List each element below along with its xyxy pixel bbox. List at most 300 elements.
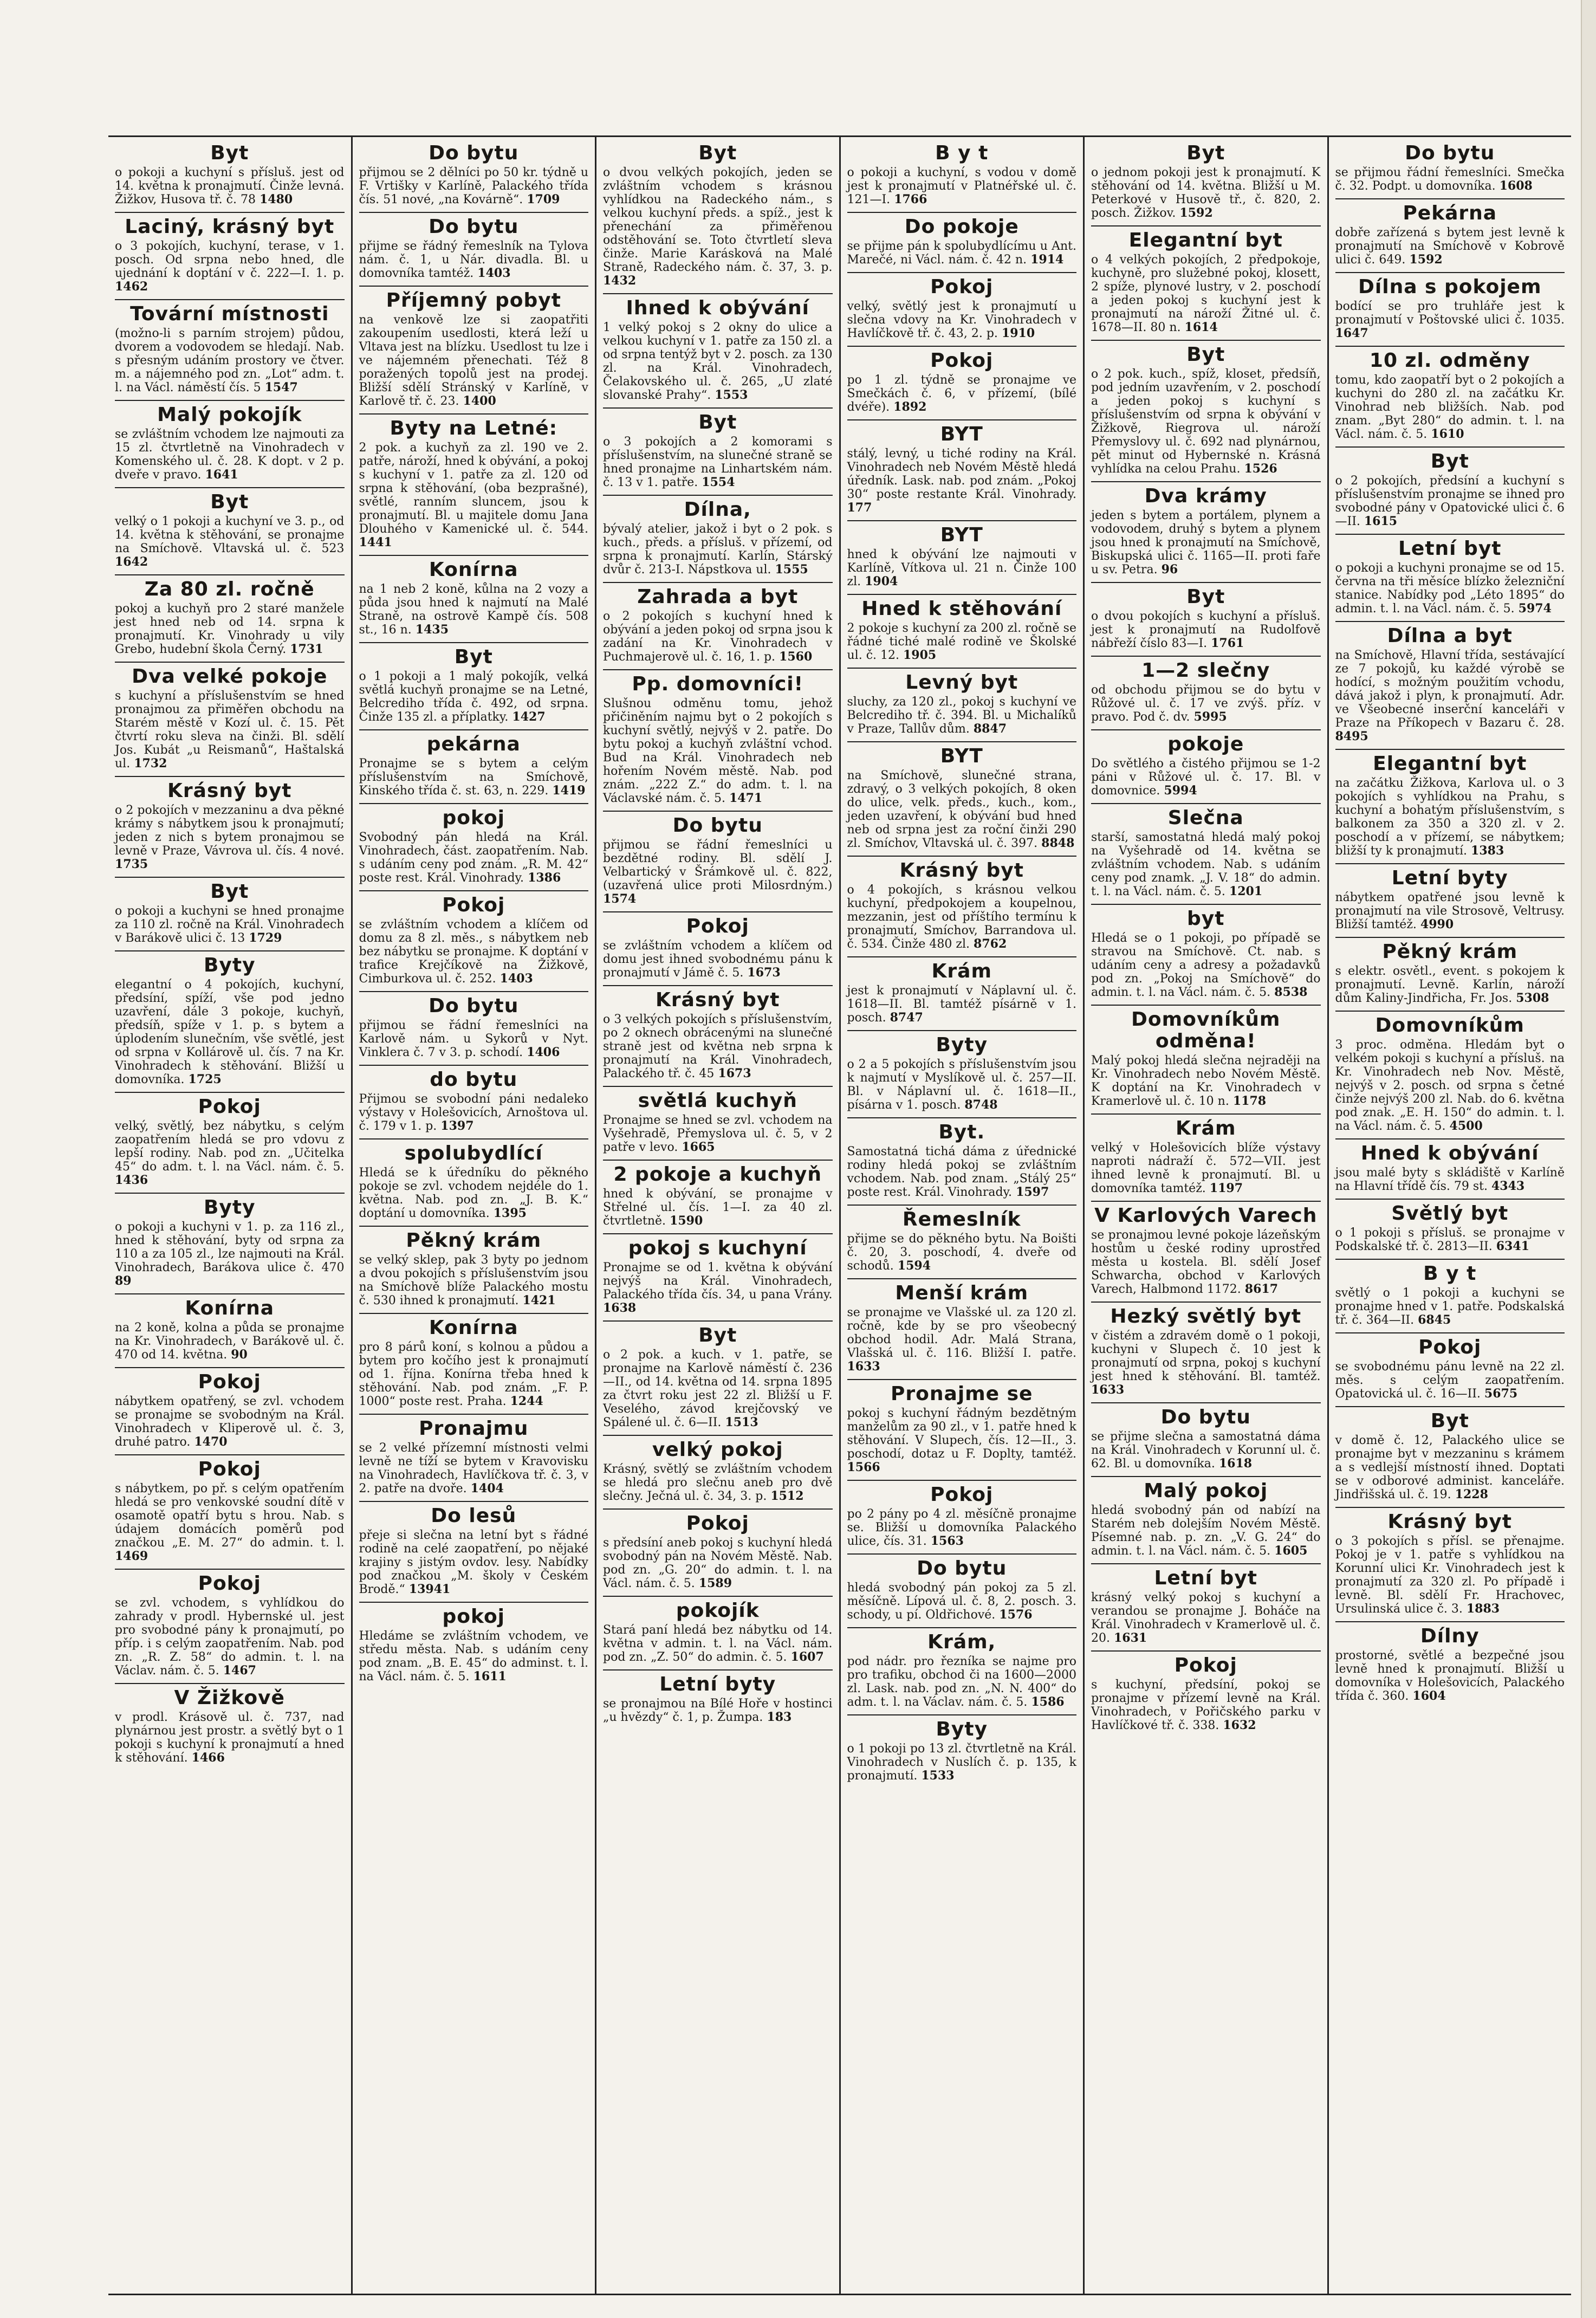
ad-reference-number: 89 bbox=[115, 1274, 132, 1288]
ad-title: Byt bbox=[698, 142, 737, 164]
ad-reference-number: 1436 bbox=[115, 1173, 148, 1187]
ad-title: pokojík bbox=[676, 1600, 760, 1622]
ad-title: 1—2 slečny bbox=[1141, 659, 1270, 682]
ad-body bbox=[115, 1482, 345, 1563]
ad-separator bbox=[1091, 1302, 1321, 1303]
ad-separator bbox=[847, 1480, 1077, 1481]
ad-body bbox=[847, 239, 1077, 267]
ad-title: Pokoj bbox=[198, 1458, 261, 1480]
ad-title: Byt bbox=[210, 142, 249, 164]
ad-title: velký pokoj bbox=[652, 1439, 783, 1461]
ad-title: BYT bbox=[940, 423, 983, 445]
ad-body bbox=[1091, 683, 1321, 724]
ad-separator bbox=[359, 729, 589, 730]
ad-separator bbox=[1335, 937, 1565, 938]
classified-ad bbox=[1335, 276, 1565, 340]
ad-text: o 2 pokojích, předsíní a kuchyní s příslušenstvím pronajme se ihned pro svobodné pány v Opatovické ulici č. 6 —II. bbox=[1335, 474, 1565, 528]
ad-title: Dílny bbox=[1420, 1625, 1480, 1647]
ad-text: o pokoji a kuchyní, s vodou v domě jest k pronajmutí v Platnéřské ul. č. 121—I. bbox=[847, 166, 1076, 206]
ad-body bbox=[359, 757, 589, 798]
ad-body bbox=[1335, 964, 1565, 1005]
ad-text: Do světlého a čistého přijmou se 1-2 páni v Růžové ul. č. 17. Bl. v domovnice. bbox=[1091, 757, 1321, 798]
classified-ad bbox=[847, 216, 1077, 267]
ad-title: V Žižkově bbox=[174, 1687, 285, 1709]
classified-ad bbox=[1091, 1118, 1321, 1195]
ad-separator bbox=[847, 419, 1077, 420]
ad-separator bbox=[1335, 1199, 1565, 1200]
ad-text: hledá svobodný pán od nabízí na Starém neb dolejším Novém Městě. Písemné nab. p. zn. „V. G. 24“ do admin. t. l. na Václ. nám. č. 5. bbox=[1091, 1504, 1321, 1558]
classified-ad bbox=[359, 143, 589, 206]
ad-reference-number: 1554 bbox=[702, 475, 735, 489]
ad-reference-number: 8748 bbox=[964, 1098, 998, 1112]
ad-text: Pronajme se s bytem a celým příslušenstvím na Smíchově, Kinského třída č. st. 63, n. 229. bbox=[359, 757, 588, 798]
ad-reference-number: 4500 bbox=[1449, 1119, 1483, 1133]
ad-title: Slečna bbox=[1167, 807, 1244, 829]
classified-ad bbox=[847, 525, 1077, 588]
ad-body bbox=[1091, 931, 1321, 999]
ad-text: o dvou pokojích s kuchyní a přísluš. jest k pronajmutí na Rudolfově nábřeží číslo 83—I. bbox=[1091, 610, 1321, 650]
classified-ad bbox=[359, 734, 589, 798]
ad-reference-number: 1642 bbox=[115, 555, 148, 569]
ad-body bbox=[603, 321, 833, 402]
ad-reference-number: 6341 bbox=[1496, 1239, 1529, 1253]
ad-body bbox=[359, 670, 589, 724]
classified-ad bbox=[115, 1459, 345, 1563]
ad-text: se přijme slečna a samostatná dáma na Král. Vinohradech v Korunní ul. č. 62. Bl. u domovníka. bbox=[1091, 1430, 1321, 1471]
classified-ad bbox=[1335, 1015, 1565, 1133]
ad-reference-number: 1469 bbox=[115, 1549, 148, 1563]
classified-ad bbox=[115, 1371, 345, 1449]
ad-body bbox=[1335, 166, 1565, 193]
ad-separator bbox=[847, 1205, 1077, 1206]
ad-body bbox=[1335, 1226, 1565, 1253]
ad-body bbox=[603, 939, 833, 980]
ad-separator bbox=[1091, 656, 1321, 657]
classified-ad bbox=[603, 297, 833, 402]
classified-ad bbox=[847, 1283, 1077, 1374]
ad-title: pokoje bbox=[1167, 733, 1244, 755]
ad-text: jsou malé byty s skládiště v Karlíně na Hlavní třídě čís. 79 st. bbox=[1335, 1166, 1565, 1193]
classified-ad bbox=[847, 746, 1077, 850]
ad-title: BYT bbox=[940, 745, 983, 767]
ad-title: Byt bbox=[1430, 1410, 1469, 1432]
ad-body bbox=[1091, 509, 1321, 577]
ad-body bbox=[847, 1145, 1077, 1199]
ad-body bbox=[847, 1058, 1077, 1112]
ad-body bbox=[1091, 1141, 1321, 1195]
classified-ad bbox=[115, 881, 345, 945]
ad-body bbox=[359, 1253, 589, 1307]
classified-ad bbox=[359, 1069, 589, 1133]
ad-body bbox=[1335, 1166, 1565, 1193]
ad-separator bbox=[1091, 904, 1321, 905]
ad-separator bbox=[1335, 534, 1565, 535]
ad-title: Byt bbox=[1186, 586, 1225, 608]
ad-title: Pronajme se bbox=[891, 1383, 1033, 1405]
ad-separator bbox=[115, 487, 345, 488]
column-3 bbox=[596, 137, 841, 2294]
ad-text: světlý o 1 pokoji a kuchyni se pronajme hned v 1. patře. Podskalská tř. č. 364—II. bbox=[1335, 1286, 1565, 1327]
ad-reference-number: 1470 bbox=[194, 1435, 228, 1449]
ad-body bbox=[115, 978, 345, 1086]
ad-separator bbox=[603, 811, 833, 812]
ad-title: Krásný byt bbox=[656, 989, 780, 1011]
ad-title: B y t bbox=[935, 142, 989, 164]
ad-body bbox=[847, 695, 1077, 736]
classified-ad bbox=[1335, 1143, 1565, 1193]
ad-reference-number: 1480 bbox=[259, 192, 293, 206]
classified-ad bbox=[115, 303, 345, 394]
ad-body bbox=[115, 1395, 345, 1449]
ad-separator bbox=[847, 1117, 1077, 1118]
ad-reference-number: 1590 bbox=[670, 1214, 703, 1228]
classified-ad bbox=[1335, 1626, 1565, 1703]
ad-reference-number: 1615 bbox=[1364, 514, 1398, 528]
ad-separator bbox=[1335, 1332, 1565, 1333]
classified-ad bbox=[1335, 867, 1565, 931]
ad-title: Pěkný krám bbox=[406, 1229, 542, 1252]
ad-title: Dva velké pokoje bbox=[132, 665, 328, 688]
ad-title: Pěkný krám bbox=[1382, 941, 1518, 963]
classified-ad bbox=[603, 674, 833, 805]
ad-separator bbox=[1335, 1621, 1565, 1622]
ad-body bbox=[1335, 1434, 1565, 1501]
ad-separator bbox=[115, 400, 345, 401]
ad-text: s kuchyní, předsíní, pokoj se pronajme v přízemí levně na Král. Vinohradech, v Pořičského parku v Havlíčkové tř. č. 338. bbox=[1091, 1678, 1321, 1732]
ad-text: s nábytkem, po př. s celým opatřením hledá se pro venkovské soudní dítě v osamotě opatří bytu s hrou. Nab. s údajem domácích poměrů pod značkou „E. M. 27“ do admin. t. l. bbox=[115, 1482, 345, 1550]
ad-reference-number: 1618 bbox=[1218, 1456, 1253, 1471]
ad-body bbox=[1091, 253, 1321, 334]
ad-text: nábytkem opatřený, se zvl. vchodem se pronajme se svobodným na Král. Vinohradech v Kliperově ul. č. 3, druhé patro. bbox=[115, 1395, 345, 1449]
ad-title: Krásný byt bbox=[167, 780, 292, 802]
ad-separator bbox=[359, 1501, 589, 1502]
ad-body bbox=[847, 1232, 1077, 1273]
ad-text: velký, světlý jest k pronajmutí u slečna vdovy na Kr. Vinohradech v Havlíčkově tř. č. 43, 2. p. bbox=[847, 300, 1076, 340]
ad-title: Laciný, krásný byt bbox=[125, 216, 335, 238]
ad-text: se zvláštním vchodem a klíčem od domu za 8 zl. měs., s nábytkem neb bez nábytku se pronajme. K doptání v trafice Krejčíkově na Žižkově, Cimburkova ul. č. 252. bbox=[359, 918, 588, 986]
ad-reference-number: 8762 bbox=[974, 937, 1007, 951]
ad-text: Slušnou odměnu tomu, jehož přičiněním najmu byt o 2 pokojích s kuchyní světlý, nejvýš v 2. patře. Do bytu pokoj a kuchyň zvláštní vchod. Bud na Král. Vinohradech neb hořením Novém městě. Nab. pod znám. „222 Z.“ do adm. t. l. na Václavské nám. č. 5. bbox=[603, 697, 833, 805]
ad-reference-number: 5675 bbox=[1484, 1387, 1518, 1401]
ad-body bbox=[115, 515, 345, 569]
ad-reference-number: 8538 bbox=[1274, 985, 1308, 999]
classified-ad bbox=[603, 499, 833, 577]
ad-body bbox=[603, 522, 833, 577]
ad-body bbox=[847, 769, 1077, 850]
ad-text: o 1 pokoji s přísluš. se pronajme v Podskalské tř. č. 2813—II. bbox=[1335, 1226, 1565, 1253]
ad-title: spolubydlící bbox=[404, 1142, 543, 1164]
ad-text: hledá svobodný pán pokoj za 5 zl. měsíčně. Lípová ul. č. 8, 2. posch. 3. schody, u pí. Oldřichové. bbox=[847, 1581, 1076, 1622]
ad-title: Byty bbox=[203, 954, 256, 976]
ad-body bbox=[1091, 1591, 1321, 1645]
ad-text: 3 proc. odměna. Hledám byt o velkém pokoji s kuchyní a přísluš. na Kr. Vinohradech neb Nov. Městě, nejvýš v 2. posch. od srpna s četné činže nejvýš 200 zl. Nab. do 6. května pod znak. „E. H. 150“ do admin. t. l. na Václ. nám. č. 5. bbox=[1335, 1038, 1565, 1133]
classified-ad bbox=[603, 143, 833, 288]
ad-body bbox=[603, 697, 833, 805]
ad-text: 2 pok. a kuchyň za zl. 190 ve 2. patře, nároží, hned k obývání, a pokoj s kuchyní v 1. patře za zl. 120 od srpna k stěhování, (oba bezprašné), světlé, ranním sluncem, jsou k pronajmutí. Bl. u majitele domu Jana Dlouhého v Kamenické ul. č. 544. bbox=[359, 441, 588, 536]
ad-separator bbox=[359, 212, 589, 213]
ad-title: Dílna s pokojem bbox=[1358, 276, 1542, 298]
ad-separator bbox=[847, 212, 1077, 213]
ad-text: přijmou se řádní řemeslníci u bezdětné rodiny. Bl. sdělí J. Velbartický v Šrámkově ul. č. 822, (uzavřená ulice proti Milosrdným.) bbox=[603, 838, 833, 892]
ad-title: Konírna bbox=[429, 559, 518, 581]
classified-ad bbox=[1091, 807, 1321, 898]
ad-reference-number: 1633 bbox=[847, 1359, 880, 1374]
ad-text: se pronajme ve Vlašské ul. za 120 zl. ročně, kde by se pro všeobecný obchod hodil. Adr. Malá Strana, Vlašská ul. č. 116. Bližší I. patře. bbox=[847, 1306, 1076, 1360]
classified-ad bbox=[1091, 230, 1321, 334]
ad-text: Stará paní hledá bez nábytku od 14. května v admin. t. l. na Václ. nám. pod zn. „Z. 50“ do admin. č. 5. bbox=[603, 1623, 833, 1664]
ad-reference-number: 177 bbox=[847, 501, 872, 515]
ad-reference-number: 1547 bbox=[264, 380, 298, 394]
ad-text: bodící se pro truhláře jest k pronajmutí v Poštovské ulici č. 1035. bbox=[1335, 300, 1565, 327]
classified-ad bbox=[1091, 143, 1321, 220]
classified-ad bbox=[115, 216, 345, 294]
ad-title: 2 pokoje a kuchyň bbox=[613, 1163, 822, 1186]
ad-reference-number: 1910 bbox=[1001, 326, 1035, 340]
ad-title: B y t bbox=[1423, 1262, 1477, 1285]
classified-ad bbox=[847, 1383, 1077, 1474]
ad-separator bbox=[847, 520, 1077, 521]
ad-separator bbox=[115, 1193, 345, 1194]
ad-text: o pokoji a kuchyní s přísluš. jest od 14. května k pronajmutí. Činže levná. Žižkov, Husova tř. č. 78 bbox=[115, 166, 345, 206]
ad-body bbox=[847, 373, 1077, 414]
ad-separator bbox=[359, 413, 589, 415]
ad-separator bbox=[603, 407, 833, 409]
ad-text: Svobodný pán hledá na Král. Vinohradech, část. zaopatřením. Nab. s udáním ceny pod znám. „R. M. 42“ poste rest. Král. Vinohrady. bbox=[359, 831, 588, 885]
ad-body bbox=[603, 166, 833, 288]
ad-body bbox=[847, 984, 1077, 1025]
ad-body bbox=[115, 1596, 345, 1678]
ad-separator bbox=[1335, 621, 1565, 622]
classified-ad bbox=[847, 1122, 1077, 1199]
ad-reference-number: 1400 bbox=[463, 394, 496, 408]
classified-ad bbox=[603, 586, 833, 664]
classified-ad bbox=[603, 1513, 833, 1590]
classified-ad bbox=[1091, 734, 1321, 798]
ad-reference-number: 1462 bbox=[115, 280, 148, 294]
classified-ad bbox=[847, 1209, 1077, 1273]
classified-ad bbox=[115, 1096, 345, 1187]
classified-ad bbox=[359, 559, 589, 637]
ad-text: s předsíní aneb pokoj s kuchyní hledá svobodný pán na Novém Městě. Nab. pod zn. „G. 20“ do admin. t. l. na Václ. nám. č. 5. bbox=[603, 1536, 833, 1590]
ad-title: Byty bbox=[203, 1196, 256, 1219]
ad-body bbox=[115, 1119, 345, 1187]
ad-text: 2 pokoje s kuchyní za 200 zl. ročně se řádné tiché malé rodině ve Školské ul. č. 12. bbox=[847, 621, 1076, 662]
ad-body bbox=[1335, 891, 1565, 931]
ad-reference-number: 1441 bbox=[359, 535, 392, 549]
ad-text: Pronajme se hned se zvl. vchodem na Vyšehradě, Přemyslova ul. č. 5, v 2 patře v levo. bbox=[603, 1113, 833, 1154]
classified-ad bbox=[847, 1558, 1077, 1622]
ad-reference-number: 5994 bbox=[1164, 784, 1197, 798]
ad-reference-number: 1732 bbox=[134, 756, 167, 770]
ad-reference-number: 1605 bbox=[1274, 1544, 1308, 1558]
ad-title: Byt bbox=[1430, 450, 1469, 472]
ad-reference-number: 1566 bbox=[847, 1460, 880, 1474]
ad-body bbox=[847, 1742, 1077, 1783]
classified-ad bbox=[603, 1090, 833, 1154]
ad-text: v čistém a zdravém domě o 1 pokoji, kuchyni v Slupech č. 10 jest k pronajmutí od srpna, pokoj s kuchyní jest hned k stěhování. Bl. tamtéž. bbox=[1091, 1329, 1321, 1383]
ad-body bbox=[603, 610, 833, 664]
classified-ad bbox=[1335, 1203, 1565, 1253]
ad-title: Pokoj bbox=[1174, 1654, 1237, 1676]
classified-ad bbox=[115, 579, 345, 656]
ad-separator bbox=[847, 741, 1077, 742]
ad-reference-number: 1673 bbox=[718, 1066, 751, 1080]
ad-separator bbox=[1335, 1138, 1565, 1139]
classified-ad bbox=[603, 1325, 833, 1429]
column-6 bbox=[1329, 137, 1572, 2294]
ad-separator bbox=[359, 1065, 589, 1066]
ad-text: stálý, levný, u tiché rodiny na Král. Vinohradech neb Novém Městě hledá úředník. Lask. nab. pod znám. „Pokoj 30“ poste restante Král. Vinohrady. bbox=[847, 447, 1076, 501]
ad-body bbox=[1091, 166, 1321, 220]
ad-title: Pokoj bbox=[198, 1096, 261, 1118]
ad-title: Světlý byt bbox=[1391, 1202, 1509, 1225]
classified-ad bbox=[603, 916, 833, 980]
classified-ad bbox=[603, 1238, 833, 1315]
ad-text: velký v Holešovicích blíže výstavy naproti nádraží č. 572—VII. jest ihned levně k pronajmutí. Bl. u domovníka tamtéž. bbox=[1091, 1141, 1321, 1195]
ad-title: Pokoj bbox=[1418, 1336, 1482, 1358]
ad-title: Pokoj bbox=[442, 894, 505, 916]
ad-body bbox=[847, 1306, 1077, 1374]
ad-text: Samostatná tichá dáma z úřednické rodiny hledá pokoj se zvláštním vchodem. Nab. pod znam. „Stálý 25“ poste rest. Král. Vinohrady. bbox=[847, 1145, 1076, 1199]
ad-reference-number: 1435 bbox=[415, 623, 449, 637]
ad-title: Pokoj bbox=[686, 915, 749, 937]
ad-title: Pokoj bbox=[930, 1484, 994, 1506]
ad-title: Krám bbox=[931, 960, 992, 982]
ad-reference-number: 4343 bbox=[1491, 1179, 1525, 1193]
classified-ad bbox=[1335, 1511, 1565, 1616]
ad-reference-number: 1709 bbox=[527, 192, 560, 206]
ad-body bbox=[847, 621, 1077, 662]
ad-body bbox=[1091, 1430, 1321, 1471]
classified-ad bbox=[359, 290, 589, 408]
ad-separator bbox=[115, 299, 345, 300]
ad-title: Letní byt bbox=[1154, 1567, 1257, 1589]
ad-text: o 3 pokojích, kuchyní, terase, v 1. posch. Od srpna nebo hned, dle ujednání k doptání v č. 222—I. 1. p. bbox=[115, 239, 345, 280]
ad-separator bbox=[603, 911, 833, 912]
ad-body bbox=[115, 166, 345, 206]
ad-separator bbox=[1335, 346, 1565, 347]
ad-separator bbox=[603, 1435, 833, 1436]
ad-reference-number: 1731 bbox=[290, 642, 323, 656]
ad-reference-number: 1576 bbox=[999, 1608, 1033, 1622]
ad-body bbox=[359, 1166, 589, 1220]
ad-separator bbox=[1335, 446, 1565, 448]
ad-body bbox=[1091, 1678, 1321, 1732]
classified-ad bbox=[847, 961, 1077, 1025]
ad-reference-number: 1228 bbox=[1455, 1487, 1488, 1501]
classified-ad bbox=[1091, 344, 1321, 476]
ad-reference-number: 1555 bbox=[775, 562, 808, 577]
ad-separator bbox=[359, 1414, 589, 1415]
classified-ad bbox=[847, 143, 1077, 206]
ad-body bbox=[603, 1623, 833, 1664]
ad-body bbox=[1335, 300, 1565, 340]
classified-ad bbox=[1335, 350, 1565, 441]
ad-text: na začátku Žižkova, Karlova ul. o 3 pokojích s vyhlídkou na Prahu, s kuchyní a bohatým příslušenstvím, s balkonem za 350 a 320 zl. v 2. poschodí a v přízemí, se nábytkem; bližší ty k pronajmutí. bbox=[1335, 776, 1565, 858]
ad-separator bbox=[847, 668, 1077, 669]
ad-body bbox=[603, 1261, 833, 1315]
ad-body bbox=[359, 239, 589, 280]
classified-ad bbox=[115, 780, 345, 871]
ad-text: v domě č. 12, Palackého ulice se pronajme byt v mezzaninu s krámem a s vedlejší místností ihned. Doptati se v odborové administ. kanceláře. Jindřišská ul. č. 19. bbox=[1335, 1434, 1565, 1501]
ad-text: přijmou se řádní řemeslníci na Karlově nám. u Sykorů v Nyt. Vinklera č. 7 v 3. p. schodí. bbox=[359, 1019, 588, 1059]
ad-body bbox=[847, 300, 1077, 340]
ad-reference-number: 1610 bbox=[1431, 427, 1464, 441]
column-4 bbox=[841, 137, 1085, 2294]
ad-separator bbox=[115, 1454, 345, 1455]
ad-text: o 3 pokojích a 2 komorami s příslušenstvím, na slunečné straně se hned pronajme na Linhartském nám. č. 13 v 1. patře. bbox=[603, 435, 833, 489]
ad-separator bbox=[1091, 1402, 1321, 1403]
ad-reference-number: 1574 bbox=[603, 892, 637, 906]
ad-text: se přijmou řádní řemeslníci. Smečka č. 32. Podpt. u domovníka. bbox=[1335, 166, 1565, 193]
classified-ad bbox=[359, 1317, 589, 1408]
ad-text: tomu, kdo zaopatří byt o 2 pokojích a kuchyni do 280 zl. na začátku Kr. Vinohrad neb bližších. Nab. pod znam. „Byt 280“ do admin. t. l. na Václ. nám. č. 5. bbox=[1335, 373, 1565, 441]
ad-separator bbox=[603, 1160, 833, 1161]
ad-reference-number: 1761 bbox=[1211, 636, 1244, 650]
ad-separator bbox=[1335, 1507, 1565, 1508]
ad-separator bbox=[359, 642, 589, 643]
ad-separator bbox=[1091, 1201, 1321, 1202]
ad-separator bbox=[1335, 272, 1565, 273]
ad-text: od obchodu přijmou se do bytu v Růžové ul. č. 17 ve zvýš. příz. v pravo. Pod č. dv. bbox=[1091, 683, 1321, 724]
ad-reference-number: 1512 bbox=[770, 1489, 804, 1503]
ad-text: po 2 pány po 4 zl. měsíčně pronajme se. Bližší u domovníka Palackého ulice, čís. 31. bbox=[847, 1507, 1076, 1548]
ad-body bbox=[603, 435, 833, 489]
ad-text: dobře zařízená s bytem jest levně k pronajmutí na Smíchově v Kobrově ulici č. 649. bbox=[1335, 226, 1565, 267]
ad-title: Byt bbox=[1186, 142, 1225, 164]
ad-separator bbox=[359, 1138, 589, 1139]
ad-separator bbox=[115, 1092, 345, 1093]
ad-separator bbox=[847, 1379, 1077, 1380]
ad-title: Zahrada a byt bbox=[637, 586, 799, 608]
ad-body bbox=[115, 1220, 345, 1288]
ad-reference-number: 1404 bbox=[470, 1481, 504, 1495]
ad-body bbox=[115, 327, 345, 394]
ad-separator bbox=[1091, 1113, 1321, 1115]
ad-reference-number: 5308 bbox=[1516, 991, 1549, 1005]
ad-reference-number: 8617 bbox=[1244, 1282, 1278, 1296]
ad-title: Tovární místnosti bbox=[130, 303, 329, 325]
ad-title: Do bytu bbox=[429, 995, 519, 1017]
ad-body bbox=[1335, 561, 1565, 616]
classified-ad bbox=[603, 1600, 833, 1664]
ad-body bbox=[115, 428, 345, 482]
ad-text: Pronajme se od 1. května k obývání nejvýš na Král. Vinohradech, Palackého třída čís. 34, u pana Vrány. bbox=[603, 1261, 833, 1302]
ad-reference-number: 1673 bbox=[747, 966, 781, 980]
column-2 bbox=[353, 137, 597, 2294]
ad-body bbox=[1335, 226, 1565, 267]
ad-body bbox=[1335, 373, 1565, 441]
ad-separator bbox=[359, 1226, 589, 1227]
ad-title: Domovníkům bbox=[1375, 1014, 1524, 1037]
classified-ad bbox=[1335, 941, 1565, 1005]
ad-reference-number: 1597 bbox=[1016, 1185, 1049, 1199]
ad-separator bbox=[115, 662, 345, 663]
ad-reference-number: 1638 bbox=[603, 1301, 637, 1315]
ad-text: velký o 1 pokoji a kuchyní ve 3. p., od 14. května k stěhování, se pronajme na Smíchově. Vltavská ul. č. 523 bbox=[115, 515, 345, 555]
classified-ad bbox=[1335, 625, 1565, 743]
ad-reference-number: 1563 bbox=[930, 1534, 964, 1548]
ad-reference-number: 1905 bbox=[903, 648, 937, 662]
ad-title: světlá kuchyň bbox=[638, 1090, 797, 1112]
ad-title: Do bytu bbox=[429, 216, 519, 238]
ad-reference-number: 1513 bbox=[725, 1415, 758, 1429]
classified-ad bbox=[359, 216, 589, 280]
classified-ad bbox=[603, 1439, 833, 1503]
ad-separator bbox=[603, 1508, 833, 1510]
ad-reference-number: 183 bbox=[767, 1710, 792, 1724]
ad-title: Krásný byt bbox=[1387, 1511, 1512, 1533]
